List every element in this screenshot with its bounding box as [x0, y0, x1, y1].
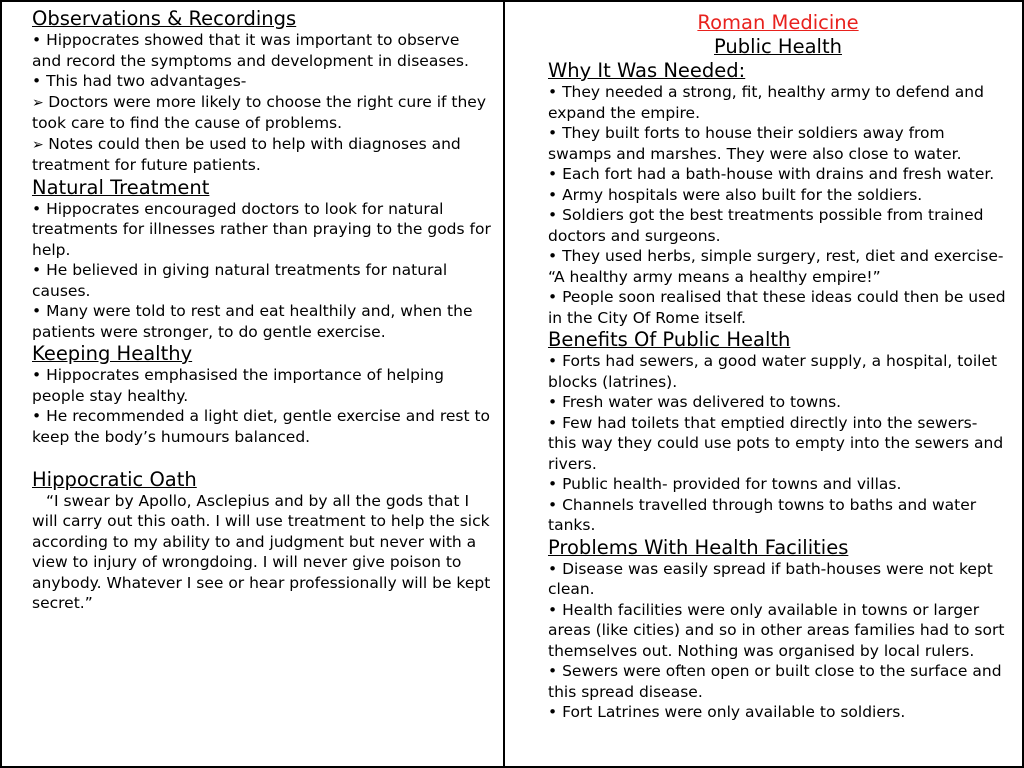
benefits-bullet-3: • Few had toilets that emptied directly into the sewers- this way they could use pots to empty into the sewers and rivers. — [548, 413, 1008, 475]
natural-bullet-1: • Hippocrates encouraged doctors to look for natural treatments for illnesses rather than praying to the gods for help. — [32, 199, 493, 261]
why-bullet-4: • Army hospitals were also built for the soldiers. — [548, 185, 1008, 206]
right-panel — [503, 0, 1024, 768]
observations-bullet-2: • This had two advantages- — [32, 71, 493, 92]
benefits-bullet-5: • Channels travelled through towns to baths and water tanks. — [548, 495, 1008, 536]
healthy-bullet-2: • He recommended a light diet, gentle exercise and rest to keep the body’s humours balanced. — [32, 406, 493, 447]
why-bullet-6: • They used herbs, simple surgery, rest, diet and exercise- “A healthy army means a healthy empire!” — [548, 246, 1008, 287]
why-bullet-3: • Each fort had a bath-house with drains and fresh water. — [548, 164, 1008, 185]
benefits-bullet-4: • Public health- provided for towns and villas. — [548, 474, 1008, 495]
why-bullet-7: • People soon realised that these ideas could then be used in the City Of Rome itself. — [548, 287, 1008, 328]
problems-bullet-3: • Sewers were often open or built close to the surface and this spread disease. — [548, 661, 1008, 702]
left-panel — [0, 0, 505, 768]
benefits-bullet-1: • Forts had sewers, a good water supply, a hospital, toilet blocks (latrines). — [548, 351, 1008, 392]
natural-treatment-heading: Natural Treatment — [32, 175, 210, 199]
healthy-bullet-1: • Hippocrates emphasised the importance of helping people stay healthy. — [32, 365, 493, 406]
observations-arrow-2: ➢ Notes could then be used to help with diagnoses and treatment for future patients. — [32, 134, 493, 176]
hippocratic-oath-heading: Hippocratic Oath — [32, 467, 197, 491]
problems-heading: Problems With Health Facilities — [548, 535, 849, 559]
problems-bullet-2: • Health facilities were only available in towns or larger areas (like cities) and so in other areas families had to sort themselves out. Nothing was organised by local rulers. — [548, 600, 1008, 662]
why-bullet-2: • They built forts to house their soldiers away from swamps and marshes. They were also close to water. — [548, 123, 1008, 164]
page-title: Roman Medicine — [697, 11, 859, 34]
page-subtitle: Public Health — [714, 35, 842, 58]
keeping-healthy-heading: Keeping Healthy — [32, 342, 193, 365]
problems-bullet-4: • Fort Latrines were only available to soldiers. — [548, 702, 1008, 723]
observations-bullet-1: • Hippocrates showed that it was important to observe and record the symptoms and development in diseases. — [32, 30, 493, 71]
spacer — [32, 447, 493, 468]
natural-bullet-3: • Many were told to rest and eat healthily and, when the patients were stronger, to do gentle exercise. — [32, 301, 493, 342]
why-needed-heading: Why It Was Needed: — [548, 59, 746, 82]
observations-arrow-1: ➢ Doctors were more likely to choose the right cure if they took care to find the cause of problems. — [32, 92, 493, 134]
why-bullet-5: • Soldiers got the best treatments possible from trained doctors and surgeons. — [548, 205, 1008, 246]
benefits-heading: Benefits Of Public Health — [548, 328, 791, 351]
why-bullet-1: • They needed a strong, fit, healthy army to defend and expand the empire. — [548, 82, 1008, 123]
natural-bullet-2: • He believed in giving natural treatments for natural causes. — [32, 260, 493, 301]
observations-heading: Observations & Recordings — [32, 7, 297, 30]
benefits-bullet-2: • Fresh water was delivered to towns. — [548, 392, 1008, 413]
oath-quote: “I swear by Apollo, Asclepius and by all the gods that I will carry out this oath. I will use treatment to help the sick according to my ability to and judgment but never with a view to injury of wrongdoing. I will never give poison to anybody. Whatever I see or hear professionally will be kept secret.” — [32, 491, 491, 612]
problems-bullet-1: • Disease was easily spread if bath-houses were not kept clean. — [548, 559, 1008, 600]
